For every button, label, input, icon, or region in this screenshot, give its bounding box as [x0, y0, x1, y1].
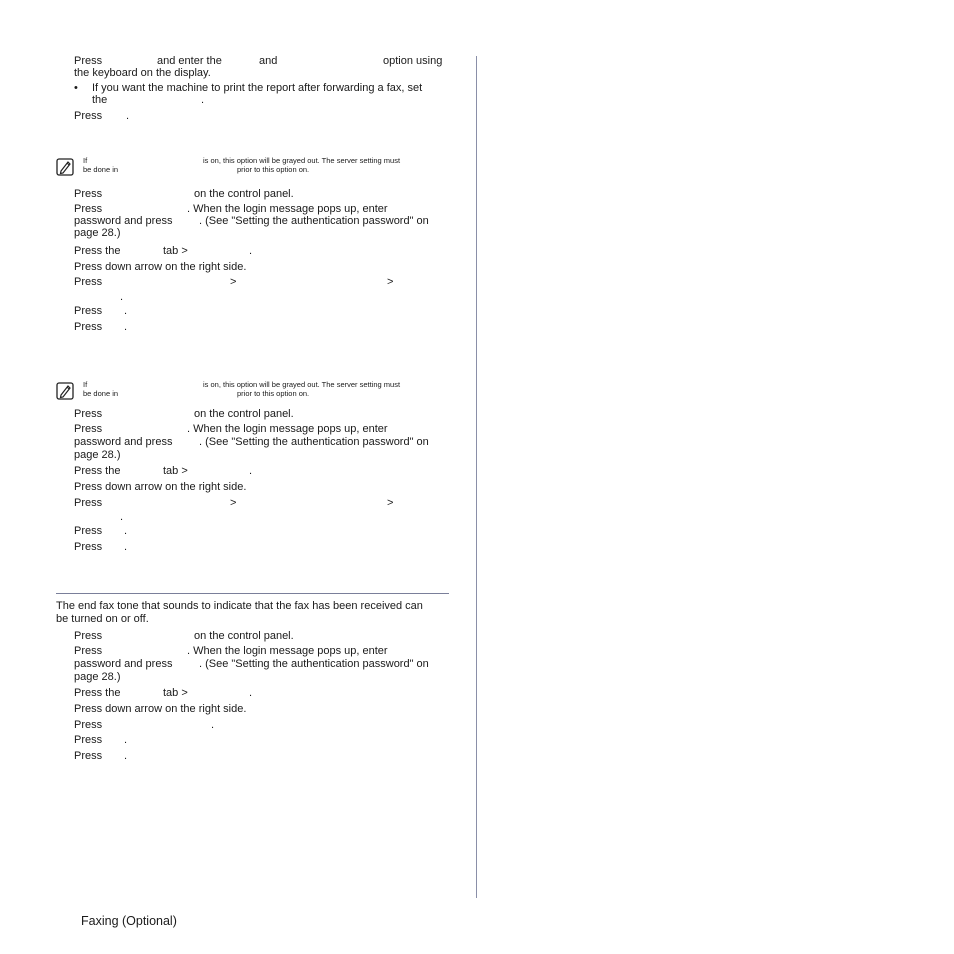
step-text: Press down arrow on the right side.: [74, 481, 247, 493]
step-text: Press: [74, 497, 103, 509]
step-text: . (See "Setting the authentication password" on: [199, 436, 429, 448]
step-text: . (See "Setting the authentication password" on: [199, 658, 429, 670]
note-pencil-icon: [56, 158, 74, 176]
note-text: be done in: [83, 389, 119, 398]
step-text: .: [120, 291, 124, 303]
step-text: .: [249, 245, 253, 257]
bullet-text: .: [201, 94, 205, 106]
step-text: . When the login message pops up, enter: [187, 645, 388, 657]
step-text: .: [124, 541, 128, 553]
step-text: Press: [74, 110, 103, 122]
step-text: >: [387, 497, 394, 509]
step-text: .: [249, 687, 253, 699]
step-text: tab >: [163, 245, 188, 257]
note-text: If: [83, 156, 88, 165]
step-text: page 28.): [74, 449, 121, 461]
column-divider: [476, 56, 477, 898]
step-text: .: [124, 525, 128, 537]
step-text: Press the: [74, 465, 121, 477]
note-text: If: [83, 380, 88, 389]
note-text: prior to this option on.: [237, 165, 310, 174]
section-description: be turned on or off.: [56, 613, 149, 625]
step-text: Press: [74, 645, 103, 657]
step-text: Press: [74, 750, 103, 762]
step-text: Press the: [74, 245, 121, 257]
step-text: Press: [74, 423, 103, 435]
note-text: is on, this option will be grayed out. The server setting must: [203, 156, 401, 165]
step-text: password and press: [74, 436, 173, 448]
step-text: Press: [74, 719, 103, 731]
step-text: .: [211, 719, 215, 731]
step-text: Press: [74, 734, 103, 746]
step-text: >: [230, 497, 237, 509]
step-text: .: [120, 511, 124, 523]
note-pencil-icon: [56, 382, 74, 400]
note-text: is on, this option will be grayed out. The server setting must: [203, 380, 401, 389]
bullet-text: If you want the machine to print the report after forwarding a fax, set: [92, 82, 423, 94]
step-text: on the control panel.: [194, 408, 294, 420]
page-footer-label: Faxing (Optional): [81, 914, 177, 928]
step-text: Press: [74, 188, 103, 200]
step-text: tab >: [163, 687, 188, 699]
step-text: .: [124, 734, 128, 746]
step-text: .: [249, 465, 253, 477]
step-text: password and press: [74, 658, 173, 670]
bullet-text: the: [92, 94, 108, 106]
step-text: option using: [383, 55, 443, 67]
step-text: Press: [74, 630, 103, 642]
step-text: >: [387, 276, 394, 288]
step-text: .: [126, 110, 130, 122]
step-text: Press: [74, 203, 103, 215]
step-text: on the control panel.: [194, 188, 294, 200]
step-text: on the control panel.: [194, 630, 294, 642]
step-text: Press down arrow on the right side.: [74, 703, 247, 715]
step-text: Press: [74, 541, 103, 553]
step-text: .: [124, 305, 128, 317]
note-text: prior to this option on.: [237, 389, 310, 398]
step-text: Press: [74, 408, 103, 420]
step-text: Press: [74, 55, 103, 67]
section-divider: [56, 593, 449, 594]
step-text: .: [124, 750, 128, 762]
step-text: and enter the: [157, 55, 222, 67]
step-text: . When the login message pops up, enter: [187, 423, 388, 435]
note-text: be done in: [83, 165, 119, 174]
step-text: page 28.): [74, 671, 121, 683]
step-text: Press: [74, 525, 103, 537]
step-text: the keyboard on the display.: [74, 67, 211, 79]
bullet-mark: •: [74, 82, 78, 94]
step-text: Press down arrow on the right side.: [74, 261, 247, 273]
step-text: . (See "Setting the authentication password" on: [199, 215, 429, 227]
step-text: and: [259, 55, 278, 67]
step-text: page 28.): [74, 227, 121, 239]
step-text: . When the login message pops up, enter: [187, 203, 388, 215]
step-text: Press: [74, 276, 103, 288]
step-text: Press the: [74, 687, 121, 699]
step-text: .: [124, 321, 128, 333]
step-text: tab >: [163, 465, 188, 477]
step-text: password and press: [74, 215, 173, 227]
step-text: Press: [74, 305, 103, 317]
section-description: The end fax tone that sounds to indicate that the fax has been received can: [56, 600, 423, 612]
step-text: Press: [74, 321, 103, 333]
step-text: >: [230, 276, 237, 288]
